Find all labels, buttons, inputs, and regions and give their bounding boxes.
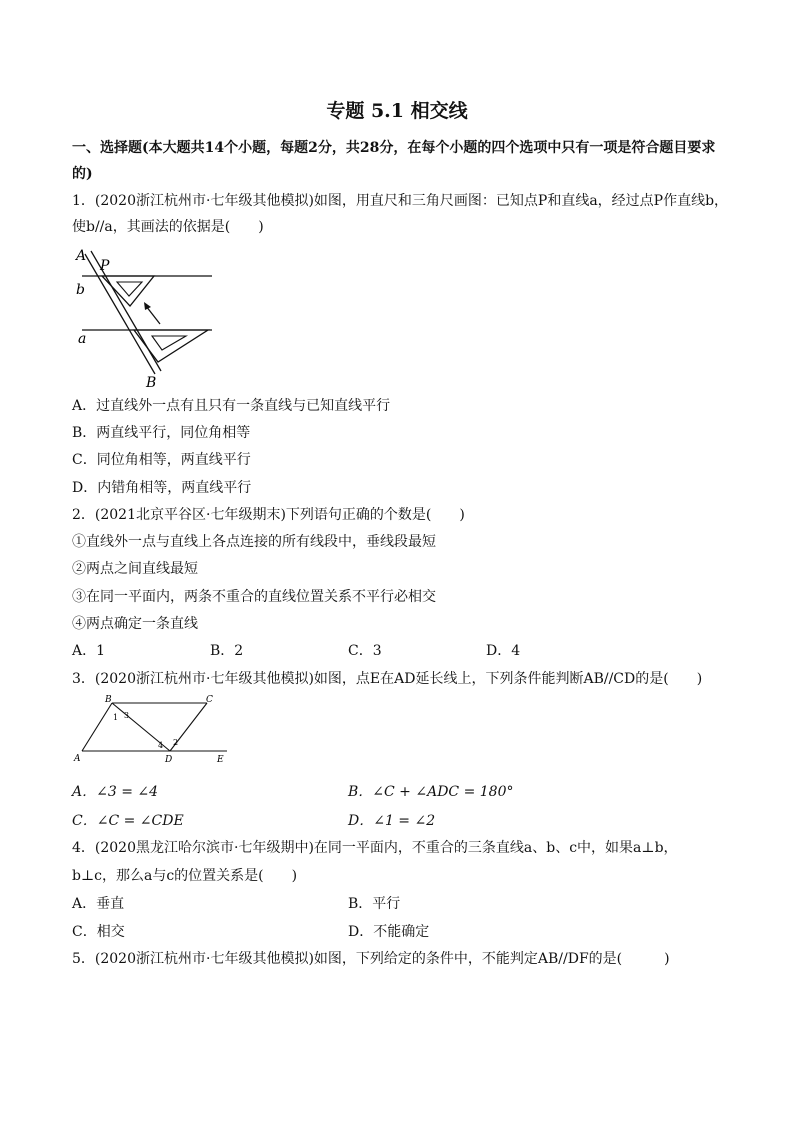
q3-angle-3: 3: [124, 711, 130, 720]
q4-option-d: D．不能确定: [348, 924, 430, 940]
q2-option-c: C．3: [348, 643, 382, 659]
q4-option-c: C．相交: [72, 924, 125, 940]
q1-label-b: b: [76, 282, 85, 298]
q3-stem: 3．(2020浙江杭州市·七年级其他模拟)如图，点E在AD延长线上，下列条件能判断AB//CD的是( ): [72, 671, 703, 687]
q2-option-d: D．4: [486, 643, 521, 659]
q1-figure: [72, 246, 222, 391]
q3-label-D: D: [165, 755, 173, 765]
section-heading: [72, 135, 732, 187]
q1-option-a: A．过直线外一点有且只有一条直线与已知直线平行: [72, 398, 391, 414]
q3-label-C: C: [206, 695, 213, 705]
q2-statement-2: ②两点之间直线最短: [72, 561, 198, 577]
q3-segment-AB: [82, 703, 112, 751]
q5-stem: 5．(2020浙江杭州市·七年级其他模拟)如图，下列给定的条件中，不能判定AB//DF的是( ): [72, 951, 670, 967]
q2-stem: 2．(2021北京平谷区·七年级期末)下列语句正确的个数是( ): [72, 507, 465, 523]
q4-stem-line1: 4．(2020黑龙江哈尔滨市·七年级期中)在同一平面内，不重合的三条直线a、b、c中，如果a⊥b，: [72, 840, 678, 856]
q1-triangle-upper: [102, 276, 154, 306]
q1-option-b: B．两直线平行，同位角相等: [72, 425, 251, 441]
q1-triangle-upper-inner: [117, 282, 142, 296]
q1-option-c: C．同位角相等，两直线平行: [72, 452, 251, 468]
section-heading-line2: 的): [72, 166, 93, 182]
q1-label-a: a: [78, 331, 87, 347]
q1-option-d: D．内错角相等，两直线平行: [72, 480, 252, 496]
q1-stem-line1: 1．(2020浙江杭州市·七年级其他模拟)如图，用直尺和三角尺画图：已知点P和直线a，经过点P作直线b，: [72, 193, 729, 209]
q3-option-d: D．∠1 = ∠2: [348, 813, 436, 829]
q3-label-B: B: [105, 695, 112, 705]
q3-angle-4: 4: [158, 741, 164, 750]
q4-option-a: A．垂直: [72, 896, 125, 912]
q1-label-B: B: [146, 375, 157, 391]
q3-figure: [72, 693, 232, 768]
page-title: 专题 5.1 相交线: [326, 100, 468, 122]
q1-stem-line2: 使b//a，其画法的依据是( ): [72, 219, 264, 235]
q1-arrow-shaft: [146, 306, 160, 324]
q4-option-b: B．平行: [348, 896, 401, 912]
q2-statement-1: ①直线外一点与直线上各点连接的所有线段中，垂线段最短: [72, 534, 436, 550]
q4-stem-line2: b⊥c，那么a与c的位置关系是( ): [72, 868, 298, 884]
section-heading-line1: 一、选择题(本大题共14个小题，每题2分，共28分，在每个小题的四个选项中只有一项是符合题目要求: [72, 140, 716, 156]
q2-statement-4: ④两点确定一条直线: [72, 616, 198, 632]
q3-option-a: A．∠3 = ∠4: [72, 784, 159, 800]
q3-label-E: E: [217, 755, 224, 765]
q3-label-A: A: [74, 754, 81, 764]
q2-statement-3: ③在同一平面内，两条不重合的直线位置关系不平行必相交: [72, 589, 436, 605]
q3-option-c: C．∠C = ∠CDE: [72, 813, 184, 829]
q3-angle-2: 2: [173, 738, 179, 747]
q1-label-A: A: [76, 248, 87, 264]
q2-option-a: A．1: [72, 643, 106, 659]
q2-option-b: B．2: [210, 643, 244, 659]
q1-label-P: P: [100, 258, 110, 274]
q3-option-b: B．∠C + ∠ADC = 180°: [348, 784, 514, 800]
q3-angle-1: 1: [113, 713, 119, 722]
q1-ruler-edge-1: [85, 254, 155, 374]
